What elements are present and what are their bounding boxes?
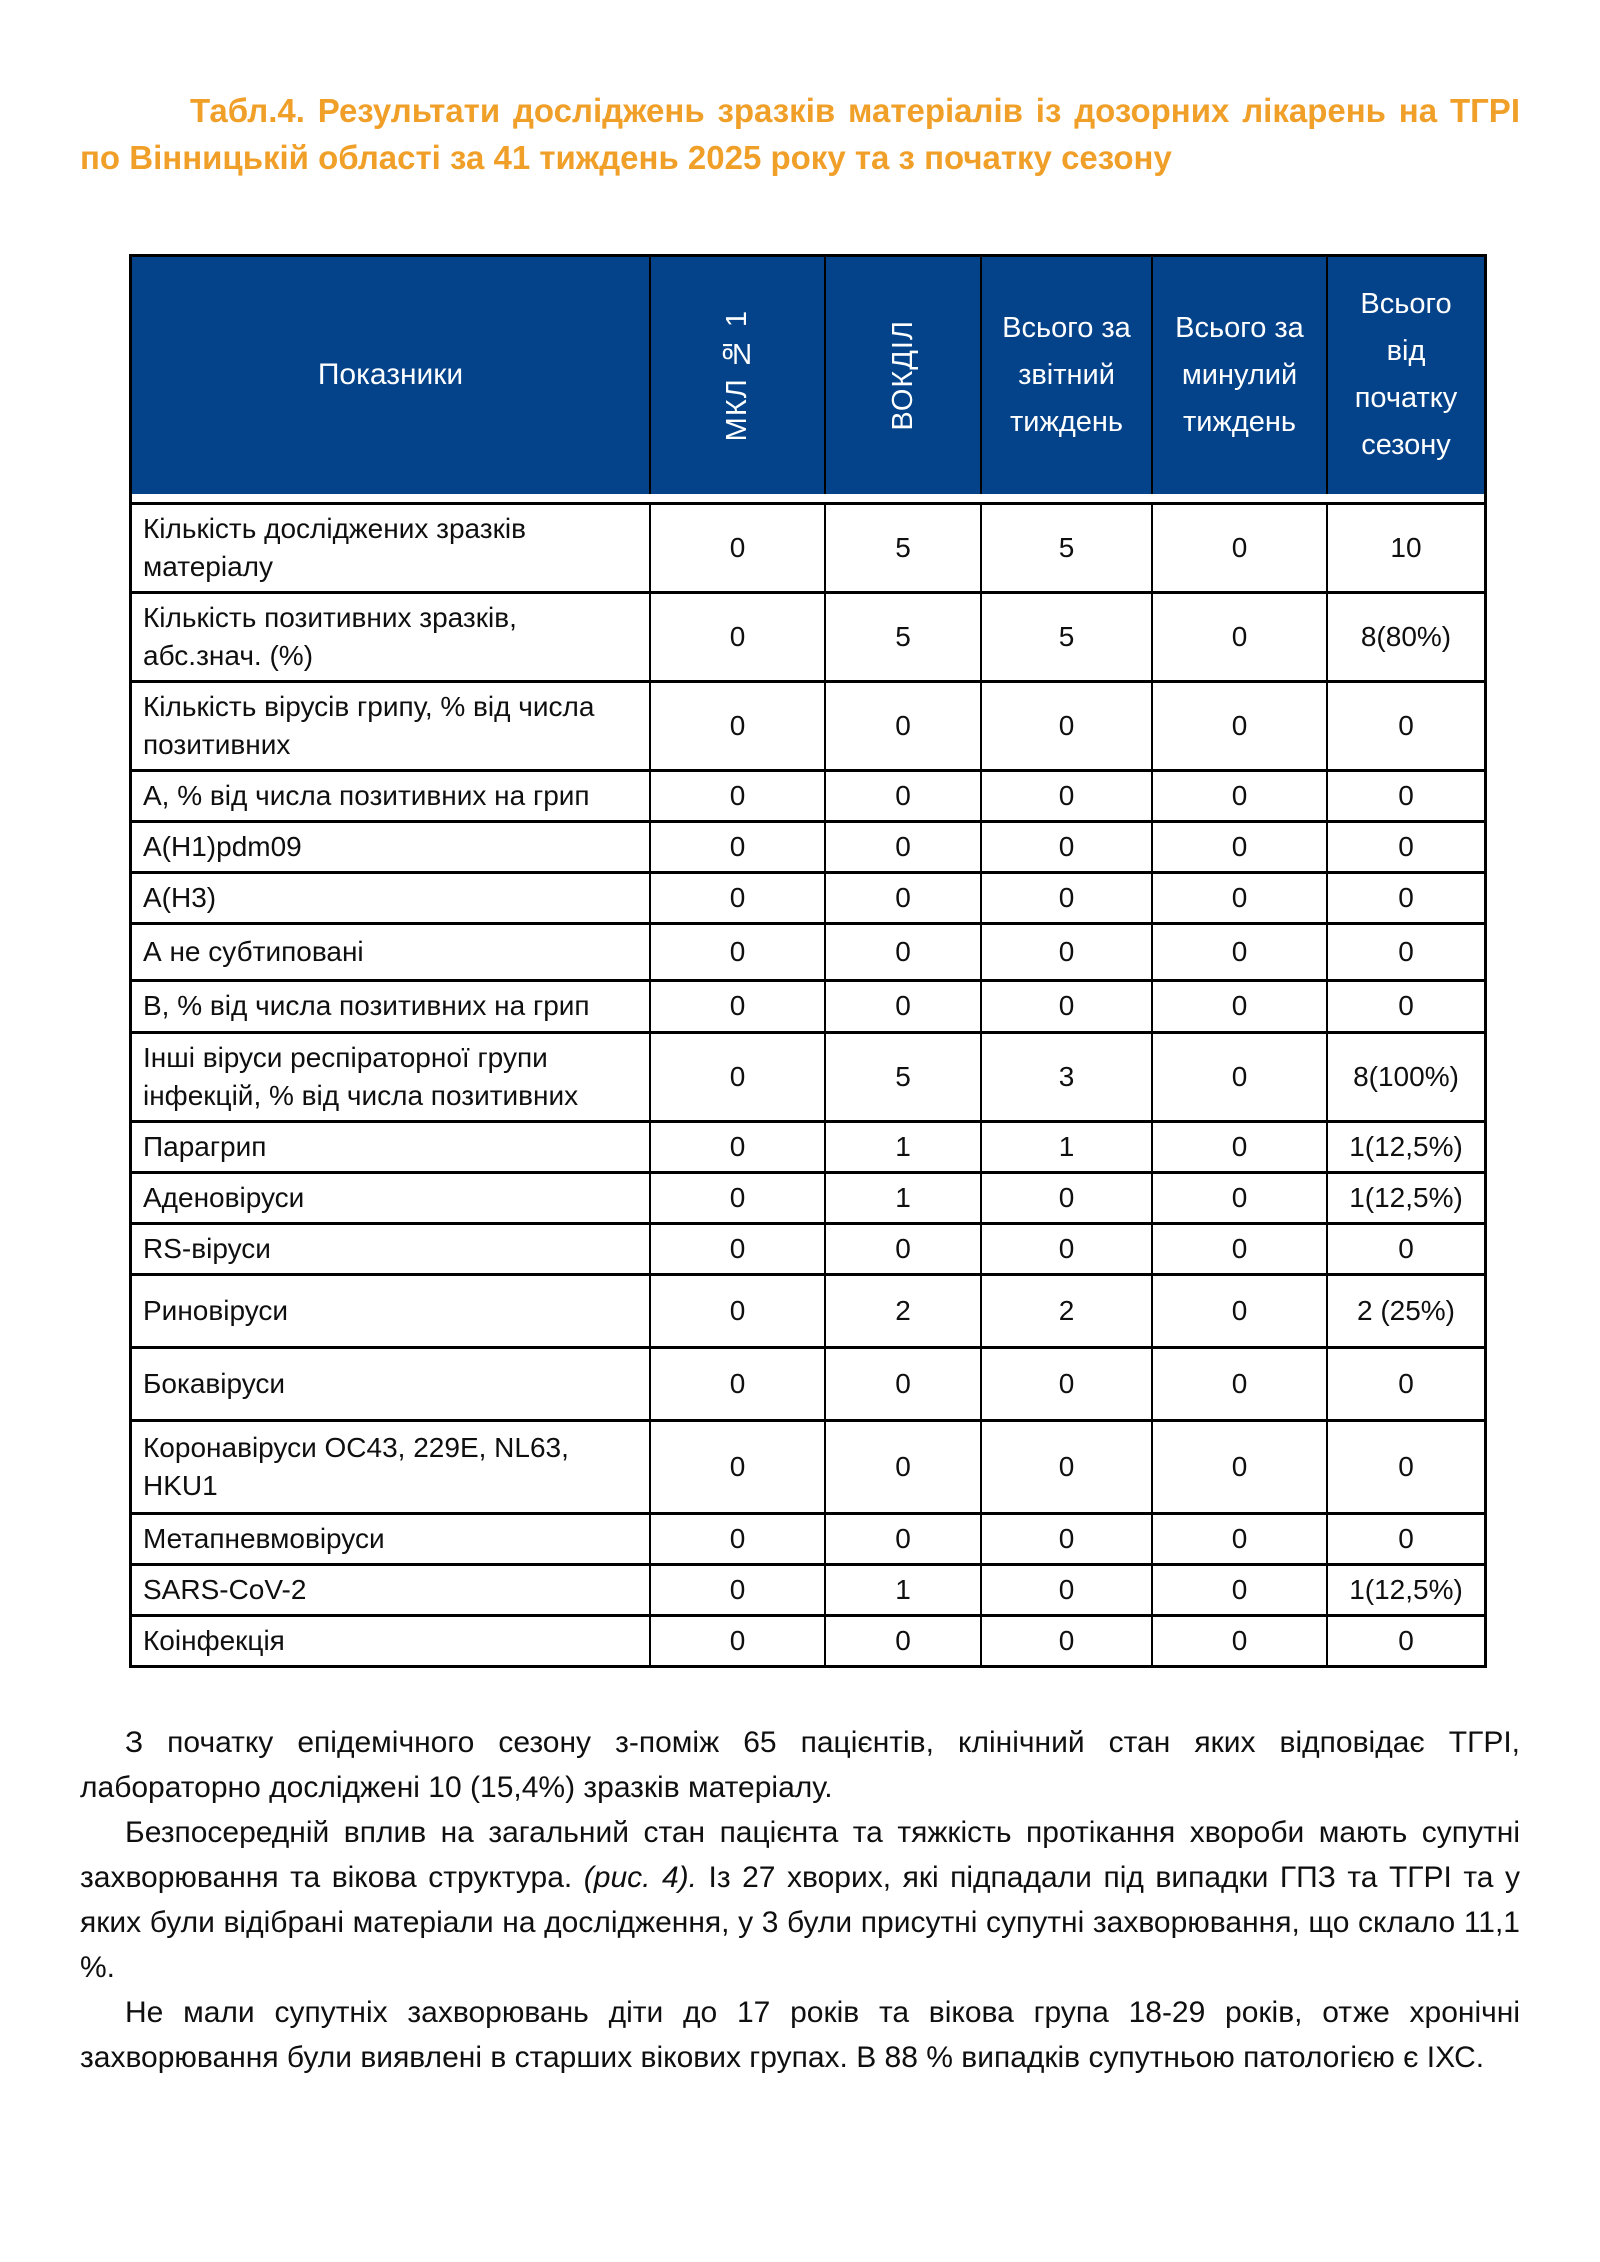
table-row	[132, 1515, 1484, 1566]
header-cell-label: Всього за звітний тиждень	[1002, 311, 1131, 438]
value-cell: 0	[1153, 1034, 1328, 1120]
table-row	[132, 594, 1484, 683]
value-cell: 0	[826, 1349, 982, 1419]
value-cell: 0	[1153, 823, 1328, 871]
row-label-cell	[132, 1566, 651, 1614]
row-label: А, % від числа позитивних на грип	[143, 780, 590, 812]
value-cell: 0	[1153, 874, 1328, 922]
header-cell-label: МКЛ № 1	[721, 309, 754, 441]
row-label-cell	[132, 823, 651, 871]
value-cell: 0	[1153, 1349, 1328, 1419]
value-cell: 0	[1153, 1566, 1328, 1614]
value-cell: 3	[982, 1034, 1153, 1120]
value-cell: 5	[826, 1034, 982, 1120]
value-cell: 0	[1398, 1625, 1414, 1657]
value-cell: 0	[651, 823, 826, 871]
value-cell: 0	[1398, 710, 1414, 742]
value-cell: 0	[1153, 594, 1328, 680]
value-cell: 0	[651, 1225, 826, 1273]
value-cell: 0	[1153, 505, 1328, 591]
value-cell: 5	[982, 505, 1153, 591]
value-cell: 0	[1398, 780, 1414, 812]
header-cell	[1153, 257, 1328, 494]
header-cell	[1328, 257, 1484, 494]
row-label: Бокавіруси	[143, 1367, 286, 1399]
value-cell: 0	[1153, 683, 1328, 769]
row-label: Коронавіруси ОС43, 229Е, NL63, HKU1	[143, 1431, 569, 1501]
value-cell: 0	[826, 1617, 982, 1665]
value-cell: 0	[1398, 1522, 1414, 1554]
value-cell: 0	[1398, 831, 1414, 863]
table-row	[132, 874, 1484, 925]
row-label-cell	[132, 594, 651, 680]
row-label-cell	[132, 925, 651, 979]
table-row	[132, 1034, 1484, 1123]
value-cell: 0	[982, 1225, 1153, 1273]
value-cell: 5	[982, 594, 1153, 680]
paragraph	[80, 1990, 1520, 2080]
value-cell: 0	[1153, 1123, 1328, 1171]
table-row	[132, 925, 1484, 982]
value-cell: 0	[651, 1566, 826, 1614]
value-cell: 0	[982, 1515, 1153, 1563]
value-cell: 2 (25%)	[1356, 1294, 1456, 1326]
row-label: Аденовіруси	[143, 1181, 305, 1213]
value-cell: 0	[651, 1515, 826, 1563]
table-row	[132, 1617, 1484, 1665]
value-cell: 5	[826, 505, 982, 591]
table-row	[132, 772, 1484, 823]
value-cell: 0	[826, 1225, 982, 1273]
text-segment: З початку епідемічного сезону з-поміж 65 пацієнтів, клінічний стан яких відповідає ТГРІ, лабораторно досліджені 10 (15,4%) зразків матеріалу.	[80, 1726, 1520, 1805]
figure-reference: (рис. 4).	[583, 1861, 697, 1895]
row-label: А не субтиповані	[143, 936, 364, 968]
value-cell: 0	[826, 772, 982, 820]
value-cell: 0	[982, 925, 1153, 979]
table-row	[132, 823, 1484, 874]
value-cell: 0	[651, 925, 826, 979]
table-row	[132, 683, 1484, 772]
row-label-cell	[132, 505, 651, 591]
table-row	[132, 1349, 1484, 1422]
surveillance-results-table	[129, 254, 1487, 1668]
value-cell: 0	[826, 1422, 982, 1512]
value-cell: 0	[826, 925, 982, 979]
value-cell: 0	[1153, 1515, 1328, 1563]
value-cell: 0	[651, 874, 826, 922]
table-row	[132, 1123, 1484, 1174]
value-cell: 0	[982, 1422, 1153, 1512]
row-label-cell	[132, 1349, 651, 1419]
row-label-cell	[132, 1174, 651, 1222]
row-label-cell	[132, 1034, 651, 1120]
row-label-cell	[132, 1422, 651, 1512]
text-segment: Із 27 хворих, які підпадали під випадки ГПЗ та ТГРІ та у яких були відібрані матеріали на дослідження, у 3 були присутні супутні захворювання, що склало 11,1 %.	[80, 1861, 1521, 1985]
table-header-row	[132, 257, 1484, 494]
value-cell: 0	[1153, 1422, 1328, 1512]
text-segment: Безпосередній вплив на загальний стан пацієнта та тяжкість протікання хвороби мають супутні захворювання та вікова структура.	[80, 1816, 1520, 1895]
table-row	[132, 1174, 1484, 1225]
header-cell	[651, 257, 826, 494]
value-cell: 2	[826, 1276, 982, 1346]
row-label: Риновіруси	[143, 1294, 289, 1326]
row-label-cell	[132, 772, 651, 820]
value-cell: 0	[1153, 982, 1328, 1030]
value-cell: 1	[826, 1123, 982, 1171]
table-row	[132, 1276, 1484, 1349]
header-cell-label: Всього за минулий тиждень	[1175, 311, 1304, 438]
paragraph	[80, 1810, 1520, 1990]
value-cell: 1	[826, 1566, 982, 1614]
value-cell: 0	[982, 1174, 1153, 1222]
header-cell	[132, 257, 651, 494]
value-cell: 0	[1398, 1450, 1414, 1482]
value-cell: 0	[1398, 936, 1414, 968]
value-cell: 0	[651, 1123, 826, 1171]
row-label: A(H3)	[143, 882, 217, 914]
value-cell: 0	[982, 683, 1153, 769]
value-cell: 0	[1153, 925, 1328, 979]
value-cell: 1(12,5%)	[1349, 1181, 1463, 1213]
value-cell: 0	[1398, 882, 1414, 914]
row-label-cell	[132, 1515, 651, 1563]
value-cell: 0	[651, 982, 826, 1030]
header-cell	[982, 257, 1153, 494]
row-label: RS-віруси	[143, 1232, 271, 1264]
header-cell-label: Показники	[317, 357, 464, 391]
row-label: Кількість вірусів грипу, % від числа позитивних	[143, 691, 595, 761]
value-cell: 0	[651, 594, 826, 680]
value-cell: 0	[826, 683, 982, 769]
value-cell: 0	[1153, 1617, 1328, 1665]
table-row	[132, 1566, 1484, 1617]
value-cell: 0	[1153, 1225, 1328, 1273]
header-cell-label: ВОКДІЛ	[886, 319, 919, 431]
row-label: Кількість позитивних зразків, абс.знач. (%)	[143, 601, 517, 671]
value-cell: 0	[651, 1276, 826, 1346]
value-cell: 0	[1398, 1232, 1414, 1264]
table-caption: Табл.4. Результати досліджень зразків матеріалів із дозорних лікарень на ТГРІ по Вінницькій області за 41 тиждень 2025 року та з початку сезону	[80, 92, 1520, 176]
table-body	[132, 505, 1484, 1665]
row-label: Метапневмовіруси	[143, 1522, 385, 1554]
row-label: SARS-CoV-2	[143, 1573, 307, 1605]
value-cell: 0	[826, 874, 982, 922]
row-label: Кількість досліджених зразків матеріалу	[143, 512, 526, 582]
value-cell: 0	[982, 1617, 1153, 1665]
value-cell: 1	[982, 1123, 1153, 1171]
row-label-cell	[132, 1617, 651, 1665]
row-label-cell	[132, 874, 651, 922]
value-cell: 0	[651, 772, 826, 820]
value-cell: 0	[651, 1349, 826, 1419]
table-row	[132, 505, 1484, 594]
value-cell: 0	[826, 1515, 982, 1563]
value-cell: 0	[651, 1617, 826, 1665]
paragraph	[80, 1720, 1520, 1810]
value-cell: 10	[1390, 531, 1422, 563]
value-cell: 0	[982, 1566, 1153, 1614]
row-label-cell	[132, 1276, 651, 1346]
value-cell: 0	[982, 823, 1153, 871]
value-cell: 0	[651, 683, 826, 769]
row-label: A(H1)pdm09	[143, 831, 302, 863]
value-cell: 0	[982, 982, 1153, 1030]
value-cell: 0	[1153, 772, 1328, 820]
value-cell: 0	[1153, 1174, 1328, 1222]
value-cell: 8(100%)	[1353, 1060, 1459, 1092]
value-cell: 0	[1398, 1367, 1414, 1399]
value-cell: 0	[651, 1174, 826, 1222]
row-label: Коінфекція	[143, 1625, 285, 1657]
row-label: Інші віруси респіраторної групи інфекцій, % від числа позитивних	[143, 1041, 579, 1111]
value-cell: 8(80%)	[1360, 620, 1452, 652]
value-cell: 0	[982, 772, 1153, 820]
header-cell	[826, 257, 982, 494]
header-cell-label: Всього від початку сезону	[1354, 288, 1458, 462]
table-row	[132, 982, 1484, 1033]
value-cell: 0	[982, 874, 1153, 922]
value-cell: 0	[651, 505, 826, 591]
table-row	[132, 1225, 1484, 1276]
value-cell: 0	[651, 1034, 826, 1120]
value-cell: 0	[651, 1422, 826, 1512]
row-label: Парагрип	[143, 1130, 267, 1162]
row-label-cell	[132, 1225, 651, 1273]
text-segment: Не мали супутніх захворювань діти до 17 років та вікова група 18-29 років, отже хронічні захворювання були виявлені в старших вікових групах. В 88 % випадків супутньою патологією є ІХС.	[80, 1996, 1520, 2075]
row-label-cell	[132, 1123, 651, 1171]
body-paragraphs	[80, 1720, 1520, 2080]
value-cell: 1	[826, 1174, 982, 1222]
row-label: В, % від числа позитивних на грип	[143, 990, 590, 1022]
value-cell: 0	[826, 823, 982, 871]
value-cell: 2	[982, 1276, 1153, 1346]
row-label-cell	[132, 982, 651, 1030]
value-cell: 0	[826, 982, 982, 1030]
header-divider	[132, 494, 1484, 505]
value-cell: 0	[982, 1349, 1153, 1419]
table-row	[132, 1422, 1484, 1515]
value-cell: 1(12,5%)	[1349, 1573, 1463, 1605]
value-cell: 0	[1153, 1276, 1328, 1346]
value-cell: 1(12,5%)	[1349, 1130, 1463, 1162]
value-cell: 5	[826, 594, 982, 680]
row-label-cell	[132, 683, 651, 769]
value-cell: 0	[1398, 990, 1414, 1022]
